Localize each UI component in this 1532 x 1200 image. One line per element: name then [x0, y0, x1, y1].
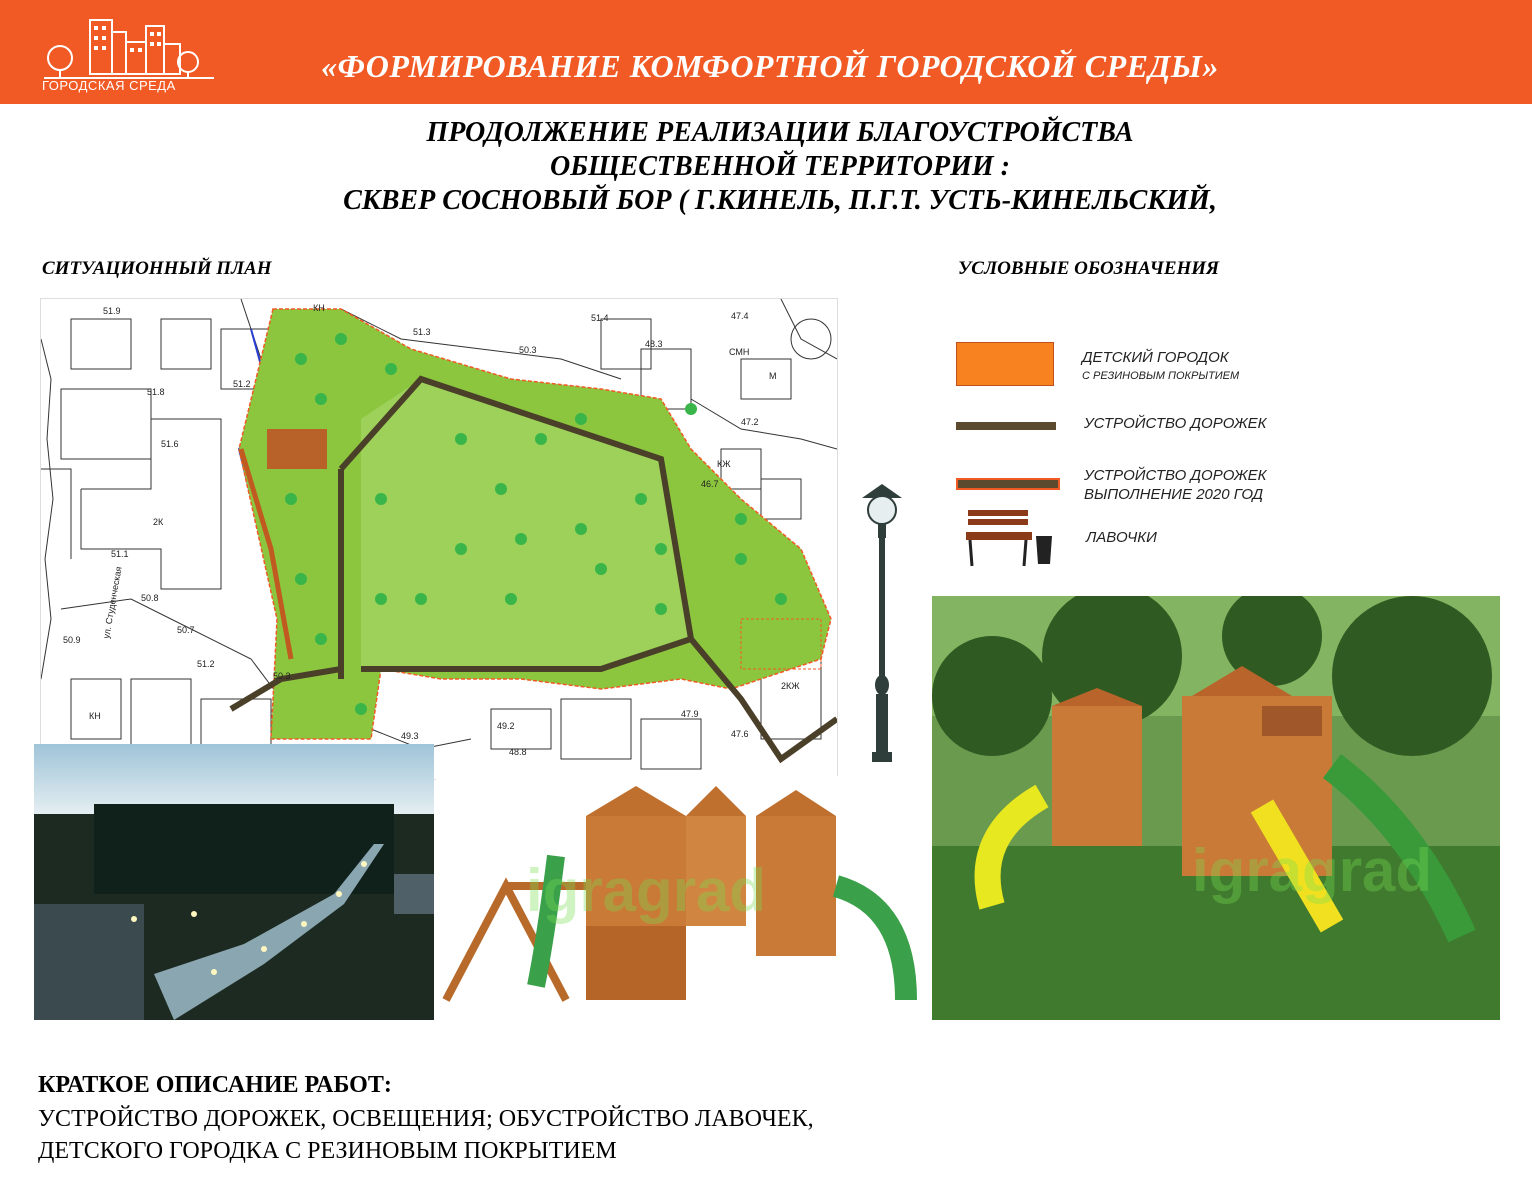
map-label: 51.2 — [197, 659, 215, 669]
map-label: КН — [89, 711, 101, 721]
description-title: КРАТКОЕ ОПИСАНИЕ РАБОТ: — [38, 1072, 392, 1098]
map-label: 51.2 — [233, 379, 251, 389]
legend-label-paths: УСТРОЙСТВО ДОРОЖЕК — [1084, 415, 1267, 432]
title-line-2: ОБЩЕСТВЕННОЙ ТЕРРИТОРИИ : — [550, 151, 1010, 182]
legend-label: УСЛОВНЫЕ ОБОЗНАЧЕНИЯ — [958, 258, 1220, 279]
title-line-3: СКВЕР СОСНОВЫЙ БОР ( Г.КИНЕЛЬ, П.Г.Т. УСТЬ-КИНЕЛЬСКИЙ, — [343, 185, 1217, 216]
map-label: 48.8 — [509, 747, 527, 757]
park-playground-photo — [932, 596, 1500, 1020]
map-label: 50.3 — [273, 671, 291, 681]
banner-title: «ФОРМИРОВАНИЕ КОМФОРТНОЙ ГОРОДСКОЙ СРЕДЫ» — [321, 48, 1219, 84]
playground-render-photo — [436, 776, 930, 1020]
map-label: 46.7 — [701, 479, 719, 489]
map-label: 47.4 — [731, 311, 749, 321]
page-title — [200, 116, 1360, 218]
map-label: 47.2 — [741, 417, 759, 427]
plan-label: СИТУАЦИОННЫЙ ПЛАН — [42, 258, 272, 279]
map-label: 50.7 — [177, 625, 195, 635]
header-banner — [0, 0, 1532, 104]
legend-label-playground: ДЕТСКИЙ ГОРОДОК С РЕЗИНОВЫМ ПОКРЫТИЕМ — [1082, 349, 1240, 382]
map-label: 51.4 — [591, 313, 609, 323]
legend-label-paths-2020: УСТРОЙСТВО ДОРОЖЕК ВЫПОЛНЕНИЕ 2020 ГОД — [1084, 467, 1267, 503]
map-label: 50.3 — [519, 345, 537, 355]
title-line-1: ПРОДОЛЖЕНИЕ РЕАЛИЗАЦИИ БЛАГОУСТРОЙСТВА — [426, 117, 1134, 148]
description-line-2: ДЕТСКОГО ГОРОДКА С РЕЗИНОВЫМ ПОКРЫТИЕМ — [38, 1138, 617, 1164]
map-label: 51.8 — [147, 387, 165, 397]
map-label: 48.3 — [645, 339, 663, 349]
map-drawing — [41, 299, 837, 779]
map-label: 49.3 — [401, 731, 419, 741]
map-label: 50.8 — [141, 593, 159, 603]
bench-icon — [958, 506, 1058, 576]
map-label: 51.3 — [413, 327, 431, 337]
map-label: 49.2 — [497, 721, 515, 731]
map-label: 51.1 — [111, 549, 129, 559]
legend-swatch-paths-2020 — [956, 478, 1060, 490]
night-render-photo — [34, 744, 434, 1020]
map-label: 47.6 — [731, 729, 749, 739]
watermark-text: igragrad — [1192, 837, 1433, 904]
description-line-1: УСТРОЙСТВО ДОРОЖЕК, ОСВЕЩЕНИЯ; ОБУСТРОЙСТВО ЛАВОЧЕК, — [38, 1106, 814, 1132]
street-label: ул. Студенческая — [101, 565, 124, 640]
map-label: КН — [313, 303, 325, 313]
legend-swatch-playground — [956, 342, 1054, 386]
map-label: 2КЖ — [781, 681, 800, 691]
logo-text: ГОРОДСКАЯ СРЕДА — [42, 78, 176, 93]
legend-label-benches: ЛАВОЧКИ — [1086, 529, 1157, 546]
map-label: 50.9 — [63, 635, 81, 645]
situation-plan-map — [40, 298, 838, 780]
map-label: М — [769, 371, 777, 381]
map-label: 2К — [153, 517, 164, 527]
map-label: 47.9 — [681, 709, 699, 719]
map-label: 51.9 — [103, 306, 121, 316]
map-label: СМН — [729, 347, 750, 357]
street-lamp-icon — [852, 480, 912, 770]
map-label: 51.6 — [161, 439, 179, 449]
legend-swatch-paths — [956, 422, 1056, 430]
watermark-text: igragrad — [526, 857, 767, 924]
map-label: КЖ — [717, 459, 731, 469]
